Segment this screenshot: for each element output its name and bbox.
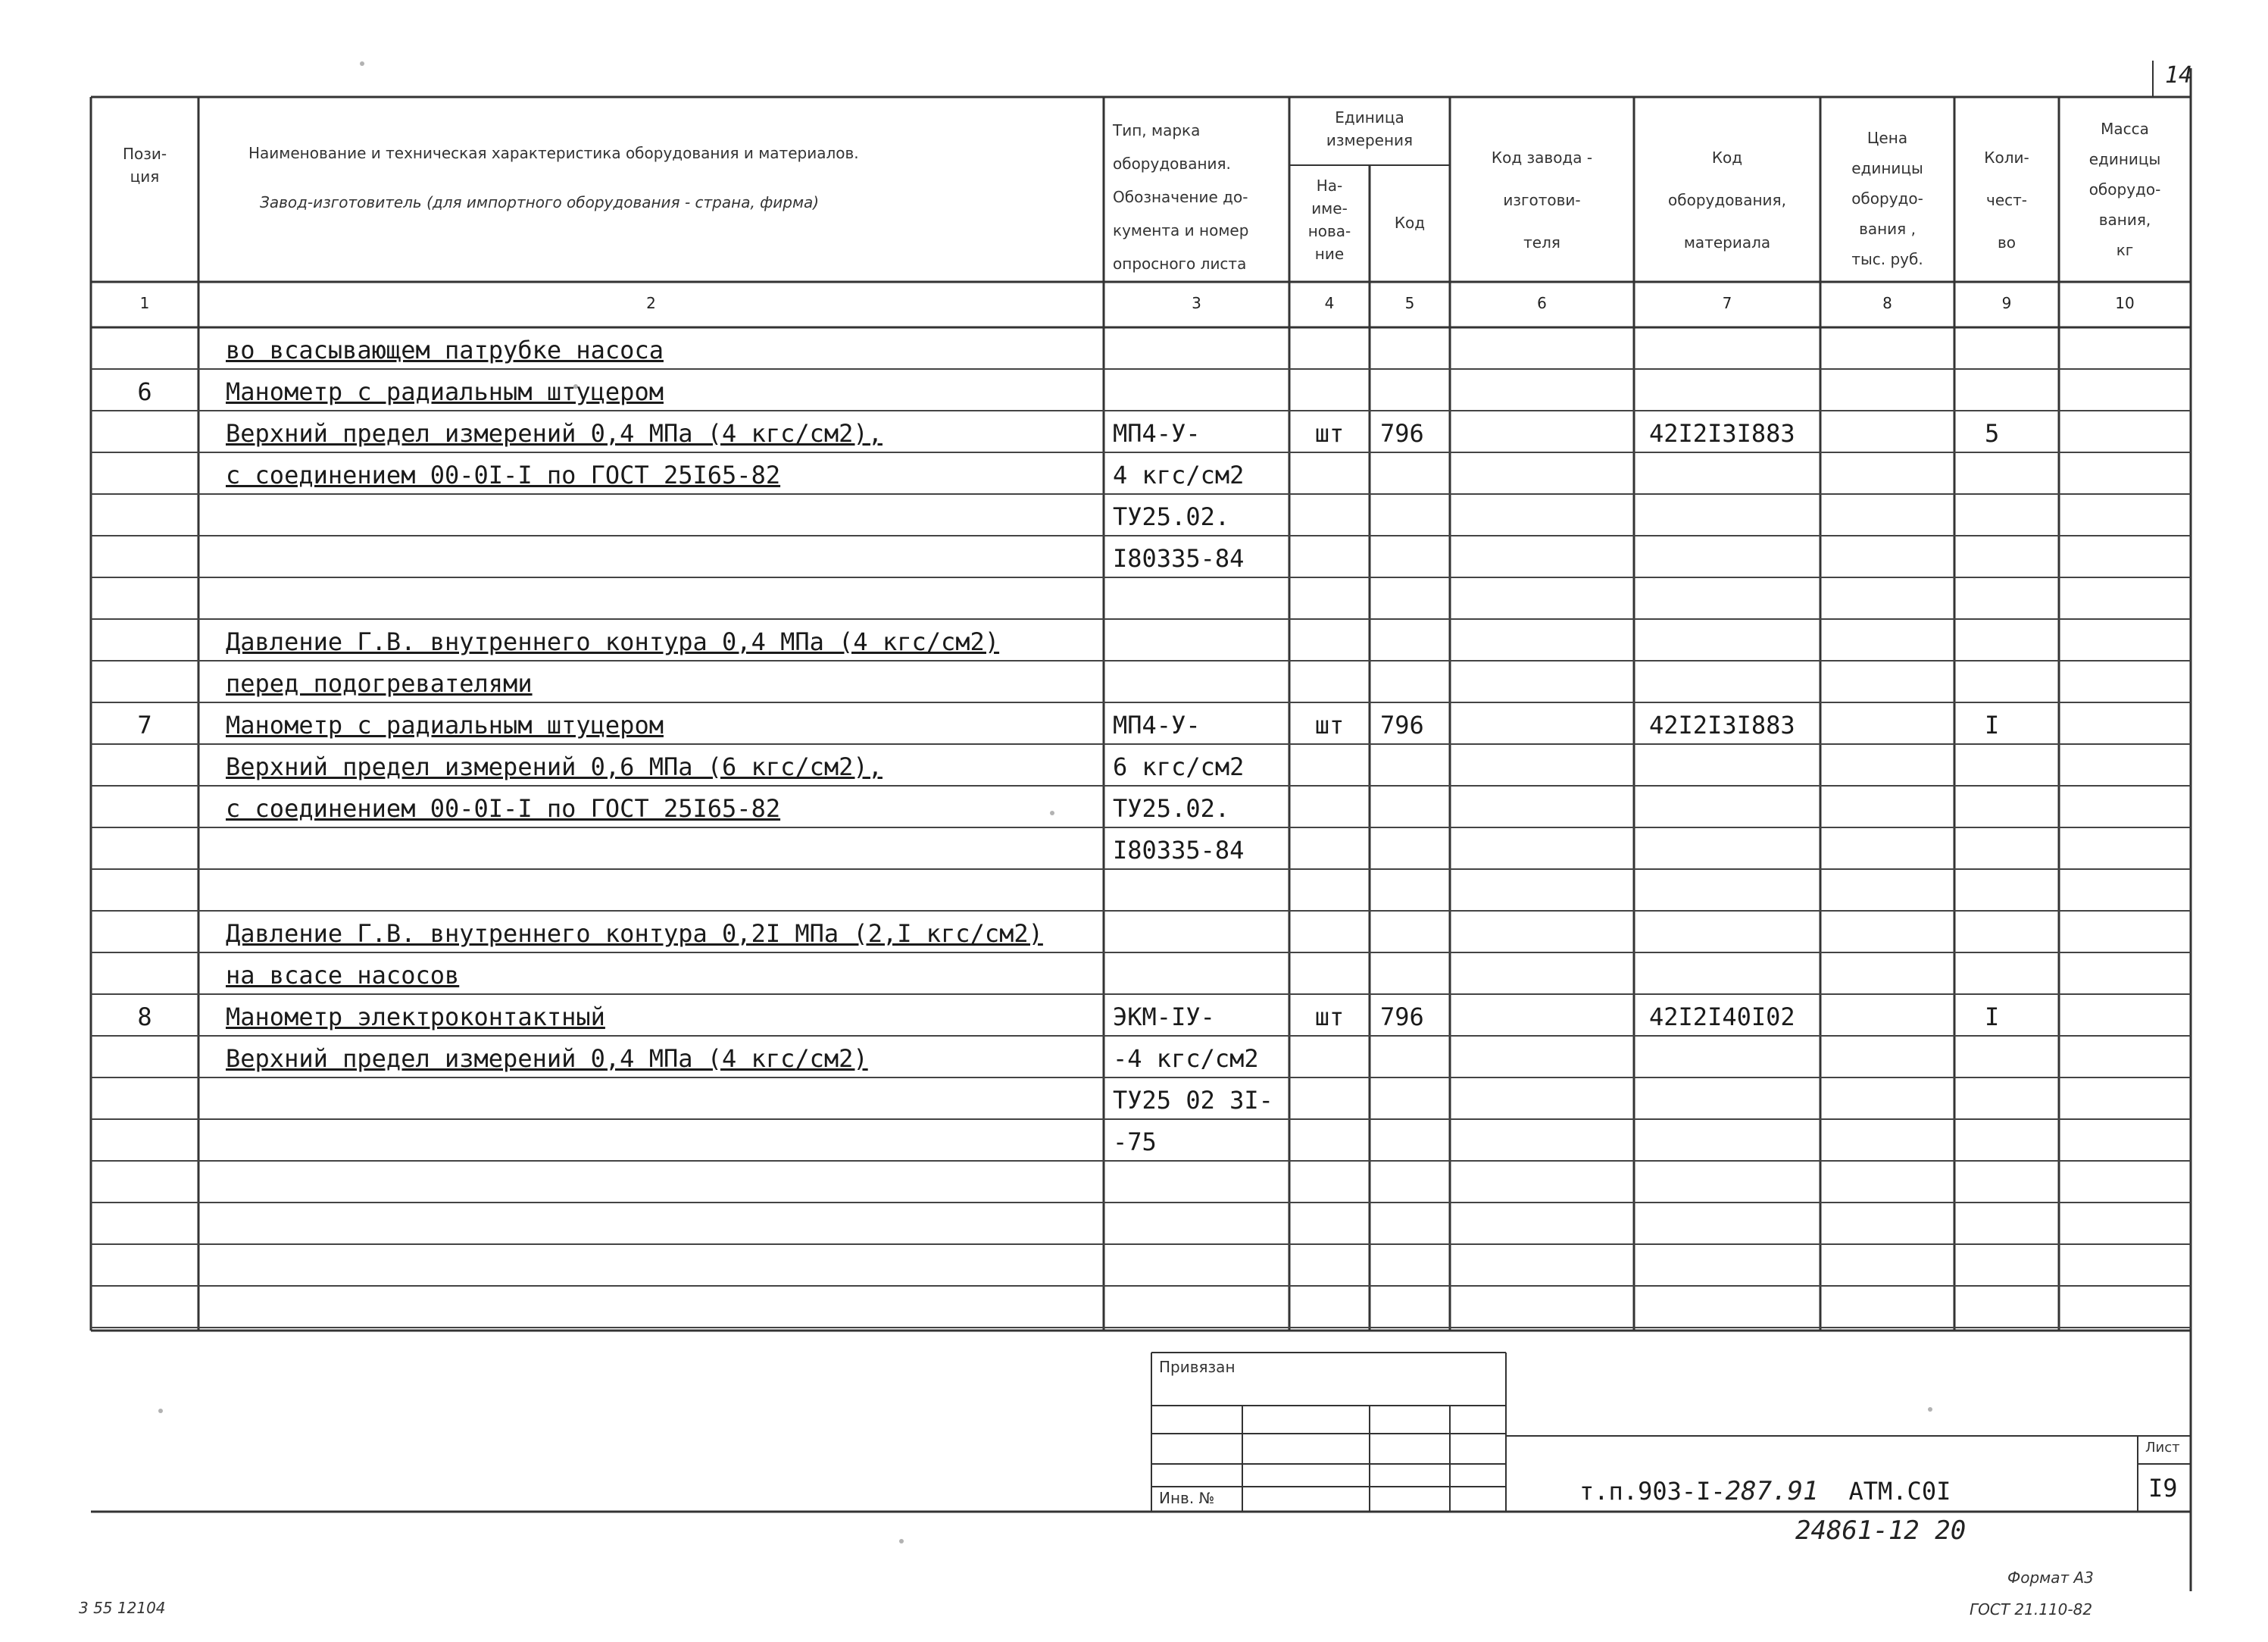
header-type	[1104, 114, 1298, 280]
header-maker-code-line1: Код завода -	[1491, 149, 1593, 167]
column-number-5: 5	[1404, 294, 1415, 312]
cell-type: ТУ25.02.	[1113, 502, 1230, 531]
column-number-6: 6	[1537, 294, 1547, 312]
cell-name: Верхний предел измерений 0,6 МПа (6 кгс/см2),	[226, 752, 883, 781]
header-mass-line5: кг	[2116, 241, 2134, 259]
stamp-designation-prefix: т.п.903-I-	[1579, 1477, 1726, 1506]
cell-type: -75	[1113, 1128, 1157, 1156]
cell-type: 6 кгс/см2	[1113, 752, 1245, 781]
header-price-line4: вания ,	[1859, 220, 1916, 238]
header-quantity-line1: Коли-	[1984, 149, 2029, 167]
header-unit-name	[1289, 174, 1370, 265]
cell-name: во всасывающем патрубке насоса	[226, 336, 664, 364]
header-equipment-code	[1634, 136, 1820, 264]
header-type-line4: кумента и номер	[1113, 221, 1249, 239]
stamp-designation-suffix: АТМ.С0I	[1848, 1477, 1951, 1506]
cell-type: МП4-У-	[1113, 419, 1201, 448]
cell-type: I80335-84	[1113, 544, 1245, 573]
header-position	[91, 142, 198, 188]
header-price-line5: тыс. руб.	[1851, 250, 1923, 268]
header-unit-name-line1: На-	[1316, 177, 1343, 195]
cell-name: с соединением 00-0I-I по ГОСТ 25I65-82	[226, 461, 781, 489]
cell-type: ТУ25.02.	[1113, 794, 1230, 823]
cell-name: Манометр электроконтактный	[226, 1002, 605, 1031]
cell-unit: шт	[1314, 1002, 1345, 1031]
header-equipment-code-line3: материала	[1683, 233, 1771, 252]
header-unit-code: Код	[1394, 214, 1426, 232]
cell-name: на всасе насосов	[226, 961, 460, 990]
header-mass-line3: оборудо-	[2088, 180, 2161, 199]
header-mass-line1: Масса	[2101, 120, 2149, 138]
stamp-designation	[1579, 1476, 1951, 1506]
stamp-designation-handwritten: 287.91	[1725, 1476, 1819, 1506]
footer-gost: ГОСТ 21.110-82	[1970, 1600, 2093, 1619]
header-position-line1: Пози-	[122, 145, 167, 163]
header-position-line2: ция	[130, 167, 160, 186]
cell-type: ТУ25 02 3I-	[1113, 1086, 1273, 1115]
cell-name: Манометр с радиальным штуцером	[226, 711, 664, 740]
stamp-list-number: I9	[2148, 1474, 2178, 1503]
header-mass	[2059, 114, 2191, 265]
header-price	[1820, 123, 1954, 274]
cell-qty: I	[1985, 711, 2000, 740]
header-maker-code	[1450, 136, 1634, 264]
cell-ucode: 796	[1380, 711, 1424, 740]
header-name-line2: Завод-изготовитель (для импортного оборудования - страна, фирма)	[260, 193, 820, 211]
header-quantity-line2: чест-	[1986, 191, 2027, 209]
cell-type: МП4-У-	[1113, 711, 1201, 740]
header-quantity-line3: во	[1997, 233, 2017, 252]
header-type-line2: оборудования.	[1113, 155, 1231, 173]
column-number-4: 4	[1324, 294, 1335, 312]
header-type-line3: Обозначение до-	[1113, 188, 1248, 206]
cell-name: Верхний предел измерений 0,4 МПа (4 кгс/см2),	[226, 419, 883, 448]
header-type-line1: Тип, марка	[1113, 121, 1201, 139]
stamp-privyazan: Привязан	[1159, 1358, 1236, 1376]
cell-pos: 7	[137, 711, 152, 740]
stamp-archive-number: 24861-12 20	[1795, 1515, 1967, 1546]
footer-format: Формат А3	[2007, 1569, 2094, 1587]
header-price-line1: Цена	[1867, 129, 1908, 147]
header-unit-line1: Единица	[1335, 108, 1404, 127]
cell-type: -4 кгс/см2	[1113, 1044, 1259, 1073]
corner-mark: 14	[2165, 62, 2193, 89]
cell-unit: шт	[1314, 711, 1345, 740]
cell-name: с соединением 00-0I-I по ГОСТ 25I65-82	[226, 794, 781, 823]
column-number-3: 3	[1192, 294, 1201, 312]
footer-left-code: 3 55 12104	[79, 1599, 166, 1617]
cell-name: Манометр с радиальным штуцером	[226, 377, 664, 406]
header-maker-code-line3: теля	[1523, 233, 1560, 252]
header-equipment-code-line1: Код	[1711, 149, 1743, 167]
header-price-line2: единицы	[1851, 159, 1923, 177]
header-mass-line4: вания,	[2098, 211, 2151, 229]
header-unit-line2: измерения	[1326, 131, 1414, 149]
header-quantity	[1954, 136, 2059, 264]
cell-code: 42I2I3I883	[1649, 419, 1795, 448]
header-unit-name-line3: нова-	[1307, 222, 1351, 240]
cell-pos: 6	[137, 377, 152, 406]
column-number-2: 2	[646, 294, 656, 312]
cell-name: Давление Г.В. внутреннего контура 0,4 МПа (4 кгс/см2)	[226, 627, 1000, 656]
header-equipment-code-line2: оборудования,	[1668, 191, 1786, 209]
cell-pos: 8	[137, 1002, 152, 1031]
column-number-7: 7	[1722, 294, 1732, 312]
cell-name: Давление Г.В. внутреннего контура 0,2I МПа (2,I кгс/см2)	[226, 919, 1043, 948]
cell-unit: шт	[1314, 419, 1345, 448]
header-mass-line2: единицы	[2088, 150, 2161, 168]
cell-code: 42I2I3I883	[1649, 711, 1795, 740]
header-unit	[1289, 106, 1450, 152]
cell-ucode: 796	[1380, 1002, 1424, 1031]
cell-code: 42I2I40I02	[1649, 1002, 1795, 1031]
column-number-9: 9	[2001, 294, 2012, 312]
header-type-line5: опросного листа	[1113, 255, 1247, 273]
cell-qty: I	[1985, 1002, 2000, 1031]
cell-name: Верхний предел измерений 0,4 МПа (4 кгс/см2)	[226, 1044, 868, 1073]
header-maker-code-line2: изготови-	[1503, 191, 1581, 209]
column-number-1: 1	[139, 294, 150, 312]
header-unit-name-line2: име-	[1311, 199, 1348, 217]
header-unit-name-line4: ние	[1314, 245, 1345, 263]
cell-type: 4 кгс/см2	[1113, 461, 1245, 489]
stamp-list-label: Лист	[2145, 1440, 2180, 1456]
cell-type: I80335-84	[1113, 836, 1245, 865]
cell-ucode: 796	[1380, 419, 1424, 448]
header-name-line1: Наименование и техническая характеристика оборудования и материалов.	[248, 144, 859, 162]
cell-name: перед подогревателями	[226, 669, 533, 698]
header-price-line3: оборудо-	[1851, 189, 1923, 208]
column-number-8: 8	[1882, 294, 1892, 312]
stamp-inv-no: Инв. №	[1159, 1489, 1215, 1507]
cell-type: ЭКМ-IУ-	[1113, 1002, 1215, 1031]
cell-qty: 5	[1985, 419, 2000, 448]
column-number-10: 10	[2115, 294, 2135, 312]
